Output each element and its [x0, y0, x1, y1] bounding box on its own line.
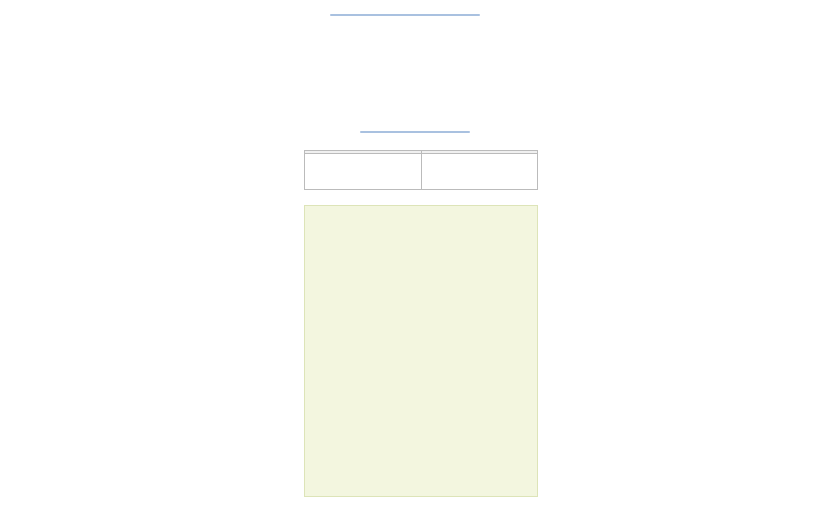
- scripture-panel: [304, 205, 538, 497]
- fri-cell: [421, 154, 538, 190]
- weekday-worship-title: [360, 131, 470, 133]
- dawn-prayer-title: [330, 14, 480, 16]
- section-welcome: [578, 42, 818, 45]
- section-events: [578, 392, 818, 395]
- wed-cell: [305, 154, 422, 190]
- section-notices: [578, 94, 818, 97]
- weekday-worship-table: [304, 150, 538, 190]
- section-thanks: [578, 314, 818, 317]
